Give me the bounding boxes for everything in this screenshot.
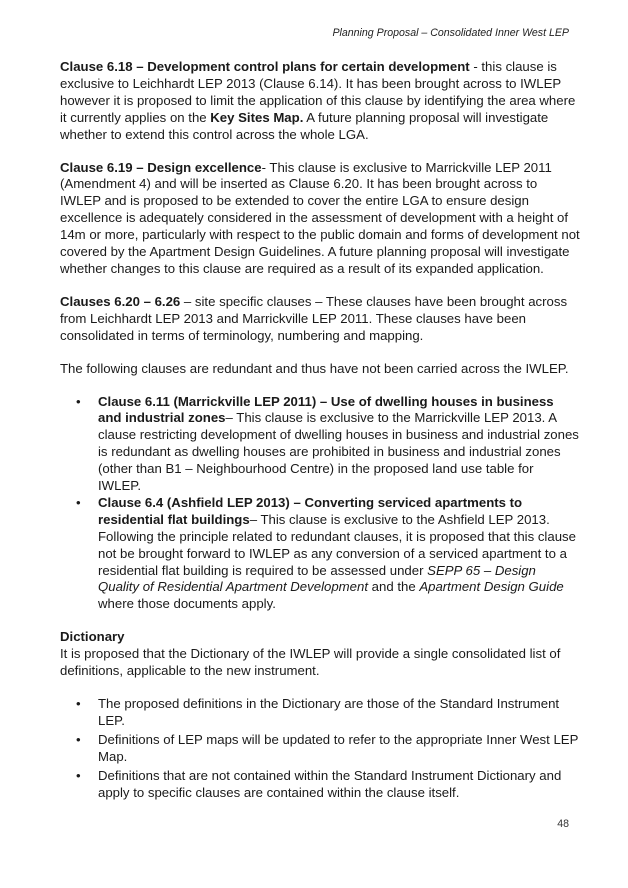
clause-6-4-title: Clause 6.4 (Ashfield LEP 2013) – Converting serviced apartments to residential flat buildings	[98, 494, 523, 527]
list-item	[76, 731, 580, 766]
dictionary-bullet-text: The proposed definitions in the Dictionary are those of the Standard Instrument LEP.	[98, 696, 560, 728]
clauses-6-20-6-26-text: – site specific clauses – These clauses have been brought across from Leichhardt LEP 2013 and Marrickville LEP 2011. These clauses have been consolidated in terms of terminology, numbering and mapping.	[60, 293, 568, 343]
redundant-clauses-list	[60, 394, 580, 614]
list-item	[76, 393, 580, 495]
page-number: 48	[557, 818, 569, 830]
clause-6-19-paragraph	[60, 160, 580, 278]
dictionary-list	[60, 696, 580, 801]
bullet-icon: •	[76, 696, 81, 711]
list-item	[76, 494, 580, 613]
bullet-icon: •	[76, 767, 81, 783]
clause-6-11-title: Clause 6.11 (Marrickville LEP 2011) – Use of dwelling houses in business and industrial zones	[98, 393, 554, 426]
clauses-6-20-6-26-title: Clauses 6.20 – 6.26	[60, 293, 181, 309]
dictionary-heading: Dictionary	[60, 629, 125, 645]
apartment-design-guide-ref: Apartment Design Guide	[419, 579, 564, 595]
clause-6-4-text-mid: and the	[368, 579, 420, 595]
page-body	[60, 59, 580, 817]
dictionary-text: It is proposed that the Dictionary of the IWLEP will provide a single consolidated list of definitions, applicable to the new instrument.	[60, 646, 561, 679]
clause-6-18-paragraph	[60, 59, 580, 144]
clause-6-19-title: Clause 6.19 – Design excellence	[60, 159, 262, 175]
clause-6-4-text-end: where those documents apply.	[98, 596, 276, 612]
dictionary-bullet-text: Definitions of LEP maps will be updated to refer to the appropriate Inner West LEP Map.	[98, 731, 579, 764]
bullet-icon: •	[76, 731, 81, 747]
bullet-icon: •	[76, 393, 81, 409]
clause-6-4-text: – This clause is exclusive to the Ashfield LEP 2013. Following the principle related to redundant clauses, it is proposed that this clause not be brought forward to IWLEP as any conversion of a serviced apartment to a residential flat building is required to be assessed under	[98, 511, 576, 578]
redundant-intro: The following clauses are redundant and thus have not been carried across the IWLEP.	[60, 360, 569, 376]
list-item	[76, 767, 580, 802]
clause-6-18-text: - this clause is exclusive to Leichhardt LEP 2013 (Clause 6.14). It has been brought across to IWLEP however it is proposed to limit the application of this clause by identifying the area where it currently applies on the	[60, 59, 576, 125]
clause-6-18-title: Clause 6.18 – Development control plans for certain development	[60, 59, 470, 74]
clause-6-18-text-end: A future planning proposal will investigate whether to extend this control across the whole LGA.	[60, 109, 549, 142]
key-sites-map-ref: Key Sites Map.	[210, 109, 304, 125]
running-header: Planning Proposal – Consolidated Inner West LEP	[332, 27, 569, 39]
sepp-65-ref: SEPP 65 – Design Quality of Residential Apartment Development	[98, 562, 536, 595]
list-item	[76, 696, 580, 730]
dictionary-bullet-text: Definitions that are not contained within the Standard Instrument Dictionary and apply to specific clauses are contained within the clause itself.	[98, 767, 562, 800]
bullet-icon: •	[76, 494, 81, 510]
clauses-6-20-6-26-paragraph	[60, 294, 580, 345]
clause-6-11-text: – This clause is exclusive to the Marrickville LEP 2013. A clause restricting development of dwelling houses in business and industrial zones is redundant as dwelling houses are prohibited in business and industrial zones (other than B1 – Neighbourhood Centre) in the proposed land use table for IWLEP.	[98, 410, 579, 494]
clause-6-19-text: - This clause is exclusive to Marrickville LEP 2011 (Amendment 4) and will be inserted as Clause 6.20. It has been brought across to IWLEP and is proposed to be extended to cover the entire LGA to ensure design excellence is adequately considered in the assessment of development with a height of 14m or more, particularly with respect to the public domain and forms of development not covered by the Apartment Design Guidelines. A future planning proposal will investigate whether changes to this clause are required as a result of its expanded application.	[60, 159, 580, 276]
dictionary-section	[60, 629, 580, 680]
